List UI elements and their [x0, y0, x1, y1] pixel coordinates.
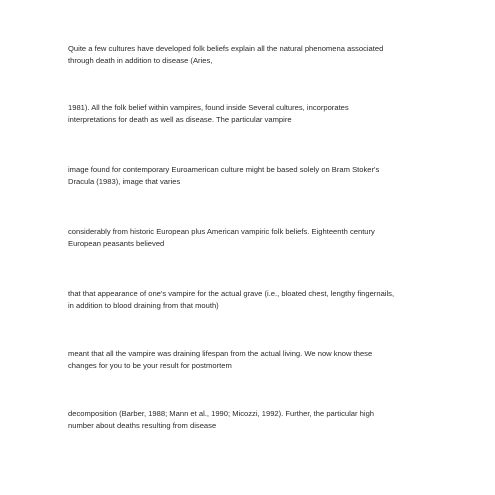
- paragraph-line: changes for you to be your result for postmortem: [68, 360, 232, 370]
- paragraph-line: interpretations for death as well as disease. The particular vampire: [68, 114, 292, 124]
- paragraph-1: [68, 43, 418, 66]
- paragraph-5: [68, 288, 418, 311]
- paragraph-line: decomposition (Barber, 1988; Mann et al., 1990; Micozzi, 1992). Further, the particular high: [68, 409, 375, 418]
- paragraph-line: Quite a few cultures have developed folk beliefs explain all the natural phenomena associated: [68, 44, 384, 53]
- paragraph-line: through death in addition to disease (Aries,: [68, 55, 213, 65]
- paragraph-line: European peasants believed: [68, 238, 165, 248]
- paragraph-line: in addition to blood draining from that mouth): [68, 300, 219, 310]
- paragraph-line: Dracula (1983), image that varies: [68, 176, 181, 186]
- paragraph-3: [68, 164, 418, 187]
- paragraph-line: considerably from historic European plus American vampiric folk beliefs. Eighteenth century: [68, 227, 375, 236]
- paragraph-line: that that appearance of one's vampire for the actual grave (i.e., bloated chest, lengthy fingernails,: [68, 289, 395, 298]
- paragraph-line: meant that all the vampire was draining lifespan from the actual living. We now know these: [68, 349, 373, 358]
- paragraph-line: number about deaths resulting from disease: [68, 420, 217, 430]
- paragraph-6: [68, 348, 418, 371]
- paragraph-line: 1981). All the folk belief within vampires, found inside Several cultures, incorporates: [68, 103, 349, 112]
- paragraph-7: [68, 408, 418, 431]
- paragraph-2: [68, 102, 418, 125]
- paragraph-4: [68, 226, 418, 249]
- paragraph-line: image found for contemporary Euroamerican culture might be based solely on Bram Stoker's: [68, 165, 380, 174]
